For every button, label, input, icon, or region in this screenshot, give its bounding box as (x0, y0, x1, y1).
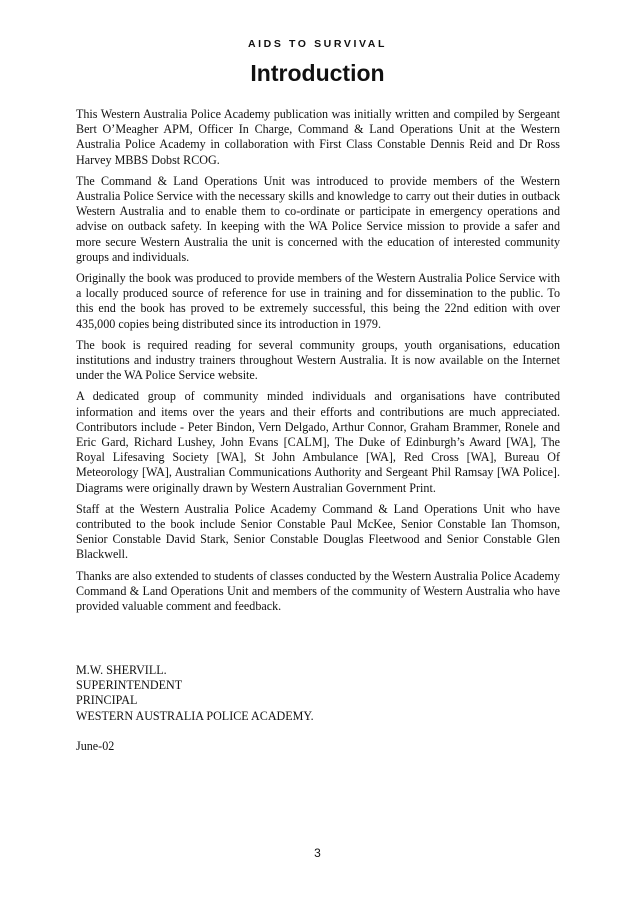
page-title: Introduction (250, 60, 385, 86)
running-header: AIDS TO SURVIVAL (247, 38, 388, 50)
paragraph-staff: Staff at the Western Australia Police Academy Command & Land Operations Unit who have contributed to the book include Senior Constable Paul McKee, Senior Constable Ian Thomson, Senior Constable David Stark, Senior Constable Douglas Fleetwood and Senior Constable Glen Blackwell. (76, 501, 560, 562)
paragraph-required-reading: The book is required reading for several community groups, youth organisations, education institutions and industry trainers throughout Western Australia. It is now available on the Internet under the WA Police Service website. (76, 337, 560, 383)
signature-block (76, 663, 314, 724)
signatory-role: PRINCIPAL (76, 693, 138, 708)
body-text (76, 107, 560, 620)
paragraph-authorship: This Western Australia Police Academy publication was initially written and compiled by Sergeant Bert O’Meagher APM, Officer In Charge, Command & Land Operations Unit at the Western Australia Police Academy in collaboration with First Class Constable Dennis Reid and Dr Ross Harvey MBBS Dobst RCOG. (76, 107, 560, 167)
paragraph-book-origin: Originally the book was produced to provide members of the Western Australia Police Service with a locally produced source of reference for use in training and for dissemination to the public. To this end the book has proved to be extremely successful, this being the 22nd edition with over 435,000 copies being distributed since its introduction in 1979. (76, 271, 560, 331)
signatory-name: M.W. SHERVILL. (76, 663, 167, 677)
signatory-organisation: WESTERN AUSTRALIA POLICE ACADEMY. (76, 708, 314, 723)
paragraph-thanks: Thanks are also extended to students of classes conducted by the Western Australia Police Academy Command & Land Operations Unit and members of the community of Western Australia who have provided valuable comment and feedback. (76, 568, 560, 614)
document-date: June-02 (76, 739, 115, 753)
page-number: 3 (314, 846, 321, 860)
paragraph-contributors: A dedicated group of community minded individuals and organisations have contributed information and items over the years and their efforts and contributions are much appreciated. Contributors include - Peter Bindon, Vern Delgado, Arthur Connor, Graham Brammer, Ronele and Eric Gard, Richard Lushey, John Evans [CALM], The Duke of Edinburgh’s Award [WA], The Royal Lifesaving Society [WA], St John Ambulance [WA], Red Cross [WA], Bureau Of Meteorology [WA], Australian Communications Authority and Sergeant Phil Ramsay [WA Police]. Diagrams were originally drawn by Western Australian Government Print. (76, 389, 560, 495)
paragraph-unit-purpose: The Command & Land Operations Unit was introduced to provide members of the Western Australia Police Service with the necessary skills and knowledge to carry out their duties in outback Western Australia and to enable them to co-ordinate or participate in emergency operations and advise on outback safety. In keeping with the WA Police Service mission to provide a safer and more secure Western Australia the unit is concerned with the education of interested community groups and individuals. (76, 173, 560, 264)
signatory-rank: SUPERINTENDENT (76, 678, 183, 693)
